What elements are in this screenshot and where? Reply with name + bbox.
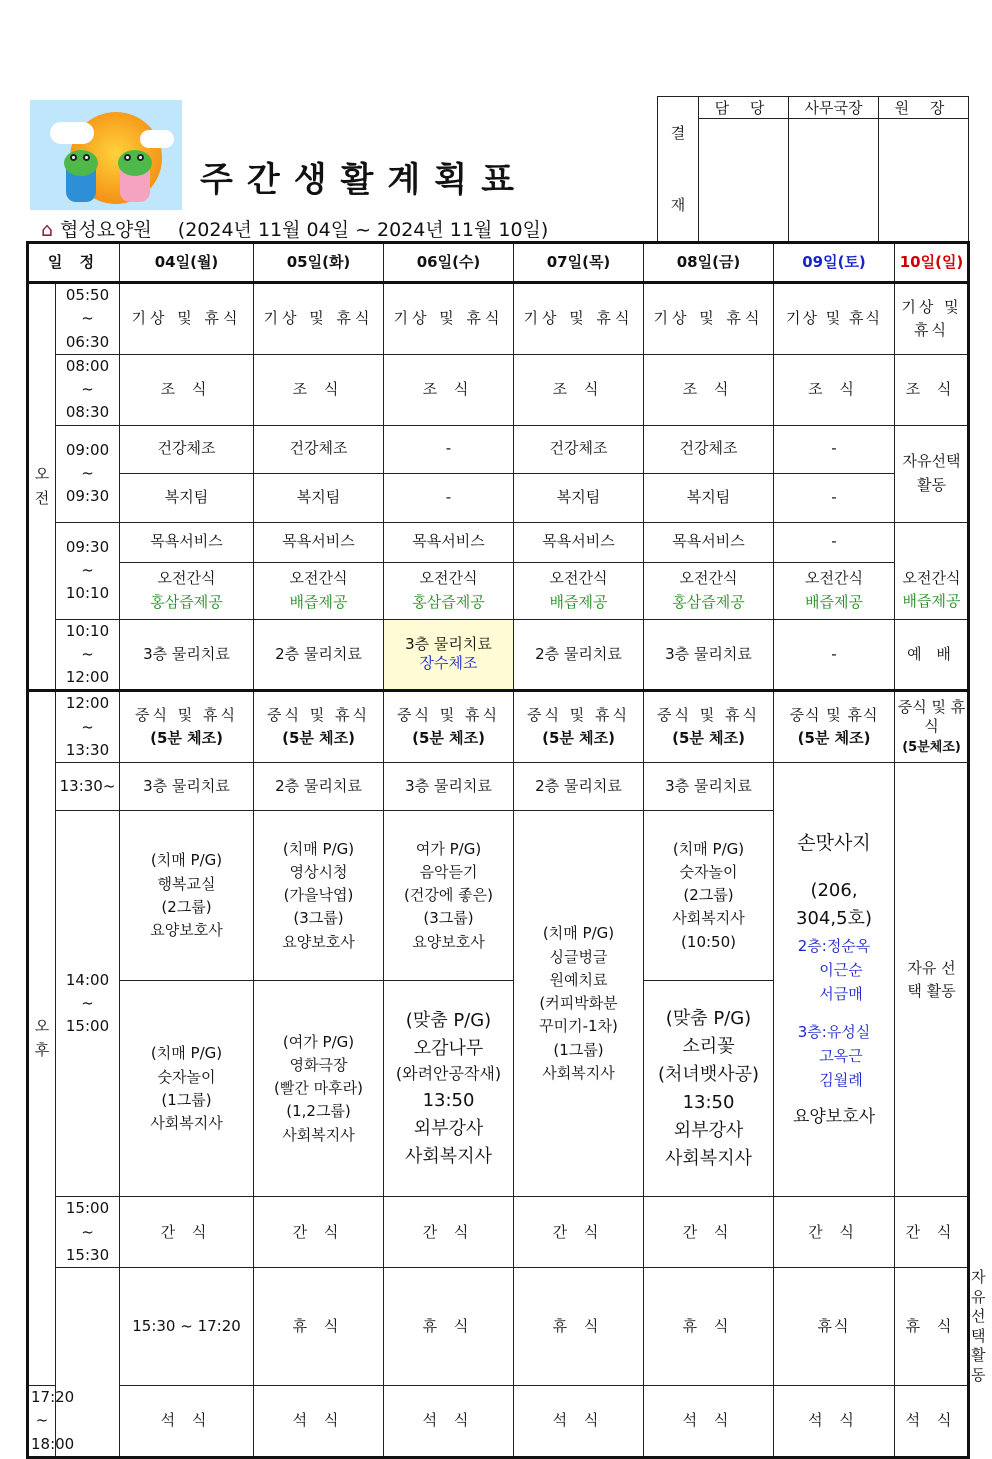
program-cell: (맞춤 P/G) 소리꽃 (처녀뱃사공) 13:50 외부강사 사회복지사 — [644, 981, 774, 1197]
cell: 목욕서비스 — [120, 522, 254, 562]
cell: 휴식 — [774, 1268, 895, 1386]
table-row — [28, 425, 969, 473]
cell: 복지팀 — [120, 473, 254, 522]
cell — [895, 522, 969, 562]
cell: 간 식 — [254, 1197, 384, 1268]
program-cell: (치매 P/G) 숫자놀이 (2그룹) 사회복지사 (10:50) — [644, 811, 774, 981]
cell: 기상 및 휴식 — [120, 283, 254, 355]
day-header: 05일(화) — [254, 243, 384, 283]
table-row — [28, 763, 969, 811]
table-row: 15:30 ~ 17:20 휴 식 휴 식 휴 식 휴 식 휴식 휴 식 자유선택 활동 — [28, 1268, 969, 1386]
cell: 중식 및 휴식 (5분 체조) — [120, 691, 254, 763]
cell: 조 식 — [895, 354, 969, 425]
time-cell: 12:00 ~ 13:30 — [56, 691, 120, 763]
subtitle — [34, 215, 548, 242]
table-row — [28, 562, 969, 619]
program-cell: (여가 P/G) 영화극장 (빨간 마후라) (1,2그룹) 사회복지사 — [254, 981, 384, 1197]
cell: 2층 물리치료 — [254, 763, 384, 811]
cell: 오전간식 홍삼즙제공 — [384, 562, 514, 619]
cell: 조 식 — [120, 354, 254, 425]
time-cell: 08:00 ~ 08:30 — [56, 354, 120, 425]
day-header: 07일(목) — [514, 243, 644, 283]
facility-name: 협성요양원 — [60, 219, 152, 241]
home-heart-icon: ⌂ — [40, 219, 54, 241]
cell: 건강체조 — [120, 425, 254, 473]
cell: 복지팀 — [254, 473, 384, 522]
time-cell: 13:30~ — [56, 763, 120, 811]
cell: 석 식 — [644, 1386, 774, 1458]
cell: - — [774, 473, 895, 522]
time-cell: 14:00 ~ 15:00 — [56, 811, 120, 1197]
facility-logo — [30, 100, 182, 210]
day-header: 08일(금) — [644, 243, 774, 283]
cell: 목욕서비스 — [644, 522, 774, 562]
day-header-saturday: 09일(토) — [774, 243, 895, 283]
cell: 석 식 — [120, 1386, 254, 1458]
cell: 3층 물리치료 — [120, 763, 254, 811]
table-row — [28, 1386, 969, 1458]
cell: 3층 물리치료 — [644, 619, 774, 691]
cell: 3층 물리치료 — [384, 763, 514, 811]
cell: 오전간식 홍삼즙제공 — [644, 562, 774, 619]
cell: 석 식 — [384, 1386, 514, 1458]
cell: 간 식 — [895, 1197, 969, 1268]
cell: 중식 및 휴식 (5분 체조) — [774, 691, 895, 763]
time-cell: 09:00 ~ 09:30 — [56, 425, 120, 522]
cell: 목욕서비스 — [254, 522, 384, 562]
approval-role-director: 원 장 — [879, 97, 969, 119]
cell: 기상 및 휴식 — [644, 283, 774, 355]
cell: 조 식 — [254, 354, 384, 425]
cell: 오전간식 배즙제공 — [895, 562, 969, 619]
cell: 중식 및 휴식 (5분체조) — [895, 691, 969, 763]
cell: 중식 및 휴식 (5분 체조) — [644, 691, 774, 763]
cell: - — [774, 619, 895, 691]
day-header-sunday: 10일(일) — [895, 243, 969, 283]
pm-label-cont — [56, 1268, 120, 1458]
cell: 2층 물리치료 — [514, 763, 644, 811]
cell: 오전간식 배즙제공 — [514, 562, 644, 619]
cell: 중식 및 휴식 (5분 체조) — [384, 691, 514, 763]
cell: - — [384, 473, 514, 522]
approval-label: 결 재 — [658, 97, 699, 242]
cell: 석 식 — [774, 1386, 895, 1458]
page-title: 주간생활계획표 — [200, 160, 528, 200]
cell: 간 식 — [514, 1197, 644, 1268]
program-cell: (치매 P/G) 싱글벙글 원예치료 (커피박화분 꾸미기-1차) (1그룹) 사회복지사 — [514, 811, 644, 1197]
weekly-schedule-table — [26, 241, 986, 1459]
time-cell: 17:20 ~ 18:00 — [28, 1386, 56, 1458]
cell: 2층 물리치료 — [514, 619, 644, 691]
day-header: 04일(월) — [120, 243, 254, 283]
cell: 기상 및 휴식 — [254, 283, 384, 355]
day-header: 06일(수) — [384, 243, 514, 283]
cell: 3층 물리치료 — [644, 763, 774, 811]
header-row — [28, 243, 969, 283]
cell: 3층 물리치료 — [120, 619, 254, 691]
cell: 휴 식 — [514, 1268, 644, 1386]
cell: 휴 식 — [895, 1268, 969, 1386]
cell: 간 식 — [120, 1197, 254, 1268]
cell: 기상 및 휴식 — [514, 283, 644, 355]
cell: 조 식 — [384, 354, 514, 425]
table-row — [28, 283, 969, 355]
program-cell: (치매 P/G) 행복교실 (2그룹) 요양보호사 — [120, 811, 254, 981]
cell: 석 식 — [895, 1386, 969, 1458]
program-cell: (치매 P/G) 숫자놀이 (1그룹) 사회복지사 — [120, 981, 254, 1197]
cell: 간 식 — [644, 1197, 774, 1268]
time-cell: 15:30 ~ 17:20 — [120, 1268, 254, 1386]
cell: 석 식 — [514, 1386, 644, 1458]
cell: 중식 및 휴식 (5분 체조) — [254, 691, 384, 763]
cell: 간 식 — [774, 1197, 895, 1268]
approval-role-secretary: 사무국장 — [789, 97, 879, 119]
table-row — [28, 354, 969, 425]
cell: 조 식 — [774, 354, 895, 425]
cell: 건강체조 — [254, 425, 384, 473]
mascot-left — [66, 156, 96, 202]
time-cell: 15:00 ~ 15:30 — [56, 1197, 120, 1268]
mascot-right — [120, 156, 150, 202]
am-label: 오전 — [28, 283, 56, 691]
time-cell: 10:10 ~ 12:00 — [56, 619, 120, 691]
time-cell: 09:30 ~ 10:10 — [56, 522, 120, 619]
table-row — [28, 473, 969, 522]
approval-role-manager: 담 당 — [699, 97, 789, 119]
cell: 기상 및 휴식 — [384, 283, 514, 355]
free-activity-big: 자유 선택 활동 — [895, 763, 969, 1197]
cell: 건강체조 — [514, 425, 644, 473]
cell: 자유선택 활동 — [895, 425, 969, 522]
table-row — [28, 691, 969, 763]
cell: 목욕서비스 — [384, 522, 514, 562]
cell: 복지팀 — [644, 473, 774, 522]
approval-box — [657, 96, 969, 242]
cell: 석 식 — [254, 1386, 384, 1458]
schedule-period: (2024년 11월 04일 ~ 2024년 11월 10일) — [177, 219, 549, 241]
cell: 휴 식 — [254, 1268, 384, 1386]
cell: 예 배 — [895, 619, 969, 691]
cell: 휴 식 — [384, 1268, 514, 1386]
cell: - — [774, 425, 895, 473]
time-cell: 05:50 ~ 06:30 — [56, 283, 120, 355]
table-row — [28, 619, 969, 691]
cell: 조 식 — [644, 354, 774, 425]
cell: 조 식 — [514, 354, 644, 425]
cell: 2층 물리치료 — [254, 619, 384, 691]
cell: 오전간식 홍삼즙제공 — [120, 562, 254, 619]
cell: 오전간식 배즙제공 — [774, 562, 895, 619]
cell: - — [384, 425, 514, 473]
table-row — [28, 522, 969, 562]
cell: 복지팀 — [514, 473, 644, 522]
cell: 간 식 — [384, 1197, 514, 1268]
cell: 중식 및 휴식 (5분 체조) — [514, 691, 644, 763]
cell: - — [774, 522, 895, 562]
program-cell: 여가 P/G) 음악듣기 (건강에 좋은) (3그룹) 요양보호사 — [384, 811, 514, 981]
program-cell: (치매 P/G) 영상시청 (가을낙엽) (3그룹) 요양보호사 — [254, 811, 384, 981]
cell: 기상 및 휴식 — [895, 283, 969, 355]
pm-label: 오후 — [28, 691, 56, 1386]
table-row — [28, 1197, 969, 1268]
cell: 오전간식 배즙제공 — [254, 562, 384, 619]
signature-slot[interactable] — [789, 119, 879, 242]
cell: 기상 및 휴식 — [774, 283, 895, 355]
corner-label: 일 정 — [28, 243, 120, 283]
cell: 건강체조 — [644, 425, 774, 473]
massage-program: 손맛사지 (206, 304,5호) 2층:정순옥 이근순 서금매 3층:유성실 고옥근 김월례 요양보호사 — [774, 763, 895, 1197]
cell-highlight: 3층 물리치료 장수체조 — [384, 619, 514, 691]
cell: 목욕서비스 — [514, 522, 644, 562]
program-cell: (맞춤 P/G) 오감나무 (와려안공작새) 13:50 외부강사 사회복지사 — [384, 981, 514, 1197]
signature-slot[interactable] — [879, 119, 969, 242]
signature-slot[interactable] — [699, 119, 789, 242]
cell: 휴 식 — [644, 1268, 774, 1386]
